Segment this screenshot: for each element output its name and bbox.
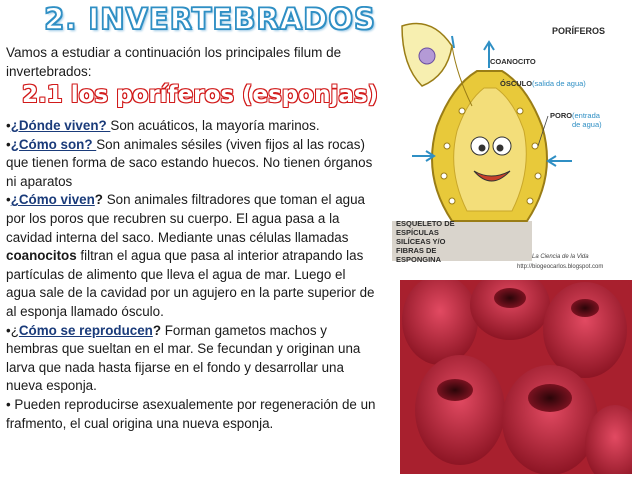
answer-where: Son acuáticos, la mayoría marinos. — [110, 118, 320, 133]
label-esqueleto-1: ESQUELETO DE — [396, 219, 455, 228]
body-text — [6, 117, 378, 433]
paragraph-how-are — [6, 136, 378, 192]
answer-how-are: Son animales sésiles (viven fijos al las rocas) que tienen forma de saco estando huecos. No tienen órganos ni aparatos — [6, 136, 373, 189]
label-poro-note-2: de agua) — [572, 120, 602, 129]
question-where: ¿Dónde viven? — [10, 118, 111, 133]
bullet: • — [6, 322, 11, 338]
bullet: • — [6, 136, 11, 152]
slide-title: 2. INVERTEBRADOS — [44, 2, 376, 36]
answer-how-live-2: filtran el agua que pasa al interior atrapando las partículas de alimento que lleva el agua de mar. Luego el agua sale de la cavidad por un agujero en la parte superior de al esponja llamado ósculo. — [6, 248, 375, 319]
intro-text: Vamos a estudiar a continuación los principales filum de invertebrados: — [6, 45, 342, 79]
bullet: • — [6, 396, 11, 412]
sponge-photo — [400, 280, 632, 474]
answer-reproduction: Forman gametos machos y hembras que sueltan en el mar. Se fecundan y originan una larva que nada hasta fijarse en el fondo y desarrollar una nueva esponja. — [6, 322, 361, 394]
question-prefix: ¿ — [10, 322, 19, 338]
answer-asexual: Pueden reproducirse asexualemente por regeneración de un frafmento, el cual origina una nueva esponja. — [6, 396, 376, 431]
sponge-photo-svg — [400, 280, 632, 474]
section-subtitle: 2.1 los poríferos (esponjas) — [21, 82, 379, 108]
label-poro-note-1: (entrada — [572, 111, 600, 120]
answer-how-live-1: Son animales filtradores que toman el agua por los poros que recubren su cuerpo. El agua pasa a la cavidad interna del saco. Mediante unas células llamadas — [6, 192, 365, 245]
porifera-diagram — [392, 6, 632, 278]
question-how-are: ¿Cómo son? — [10, 136, 97, 152]
bullet: • — [6, 192, 11, 208]
sponge-diagram-svg — [392, 6, 632, 278]
label-osculo-note: (salida de agua) — [532, 79, 586, 88]
label-esqueleto-5: ESPONGINA — [396, 255, 442, 264]
question-mark: ? — [94, 192, 103, 208]
paragraph-reproduction — [6, 322, 378, 396]
question-reproduction: Cómo se reproducen — [18, 322, 153, 338]
label-poro: PORO — [550, 111, 573, 120]
credit-1: La Ciencia de la Vida — [532, 254, 589, 260]
question-how-live: ¿Cómo viven — [10, 192, 95, 208]
paragraph-asexual — [6, 396, 378, 433]
label-esqueleto-4: FIBRAS DE — [396, 246, 437, 255]
credit-2: http://biogeocarlos.blogspot.com — [517, 264, 604, 270]
label-coanocito: COANOCITO — [490, 57, 536, 66]
cell-nucleus-icon — [419, 48, 435, 64]
label-esqueleto-2: ESPÍCULAS — [396, 228, 439, 237]
term-coanocitos: coanocitos — [6, 248, 77, 264]
label-esqueleto-3: SILÍCEAS Y/O — [396, 237, 446, 246]
paragraph-where — [6, 117, 378, 136]
label-osculo: ÓSCULO — [500, 79, 533, 88]
question-mark: ? — [152, 322, 162, 338]
bullet: • — [6, 118, 11, 133]
paragraph-how-live — [6, 191, 378, 321]
diagram-heading: PORÍFEROS — [552, 26, 606, 36]
